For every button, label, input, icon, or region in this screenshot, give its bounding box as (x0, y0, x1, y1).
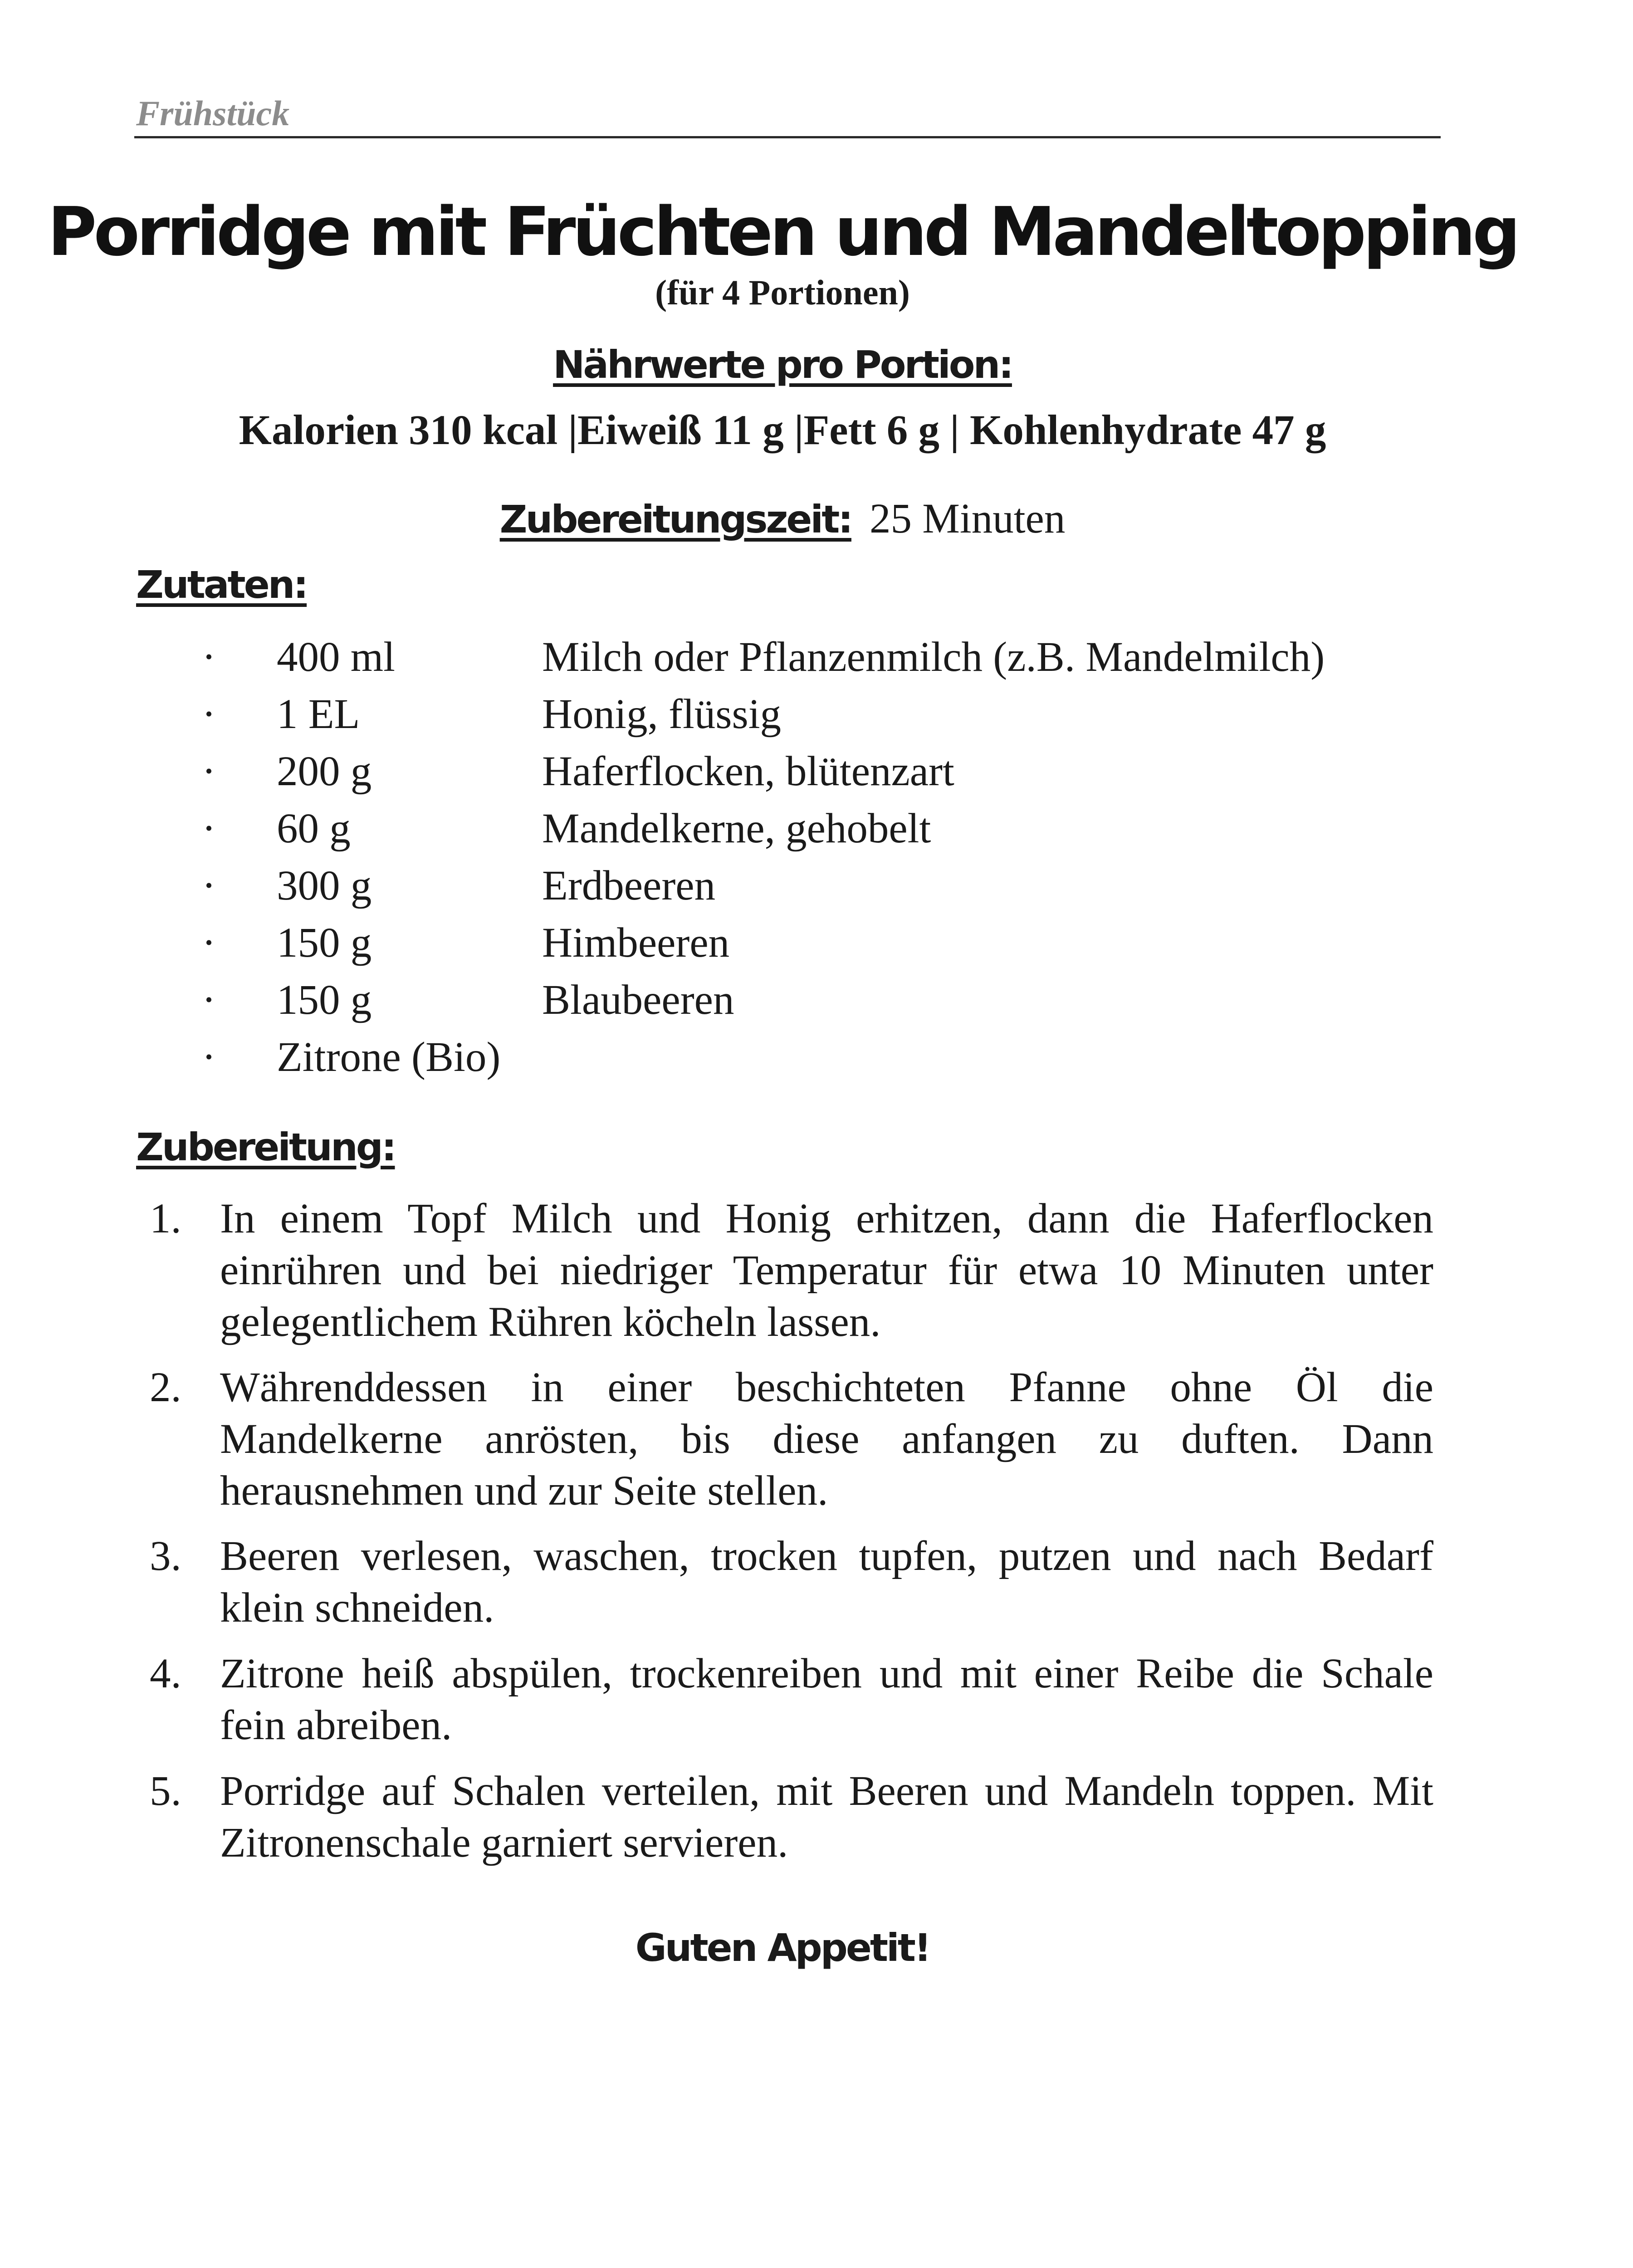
ingredient-name: Erdbeeren (542, 862, 716, 909)
ingredient-row (0, 633, 1633, 687)
step-item (150, 1765, 1433, 1869)
bullet: · (202, 977, 216, 1023)
bullet: · (202, 748, 216, 795)
ingredient-amount: 150 g (277, 919, 372, 966)
step-item (150, 1362, 1433, 1517)
step-text: Beeren verlesen, waschen, trocken tupfen, putzen und nach Bedarf klein schneiden. (220, 1533, 1433, 1631)
step-item (150, 1530, 1433, 1634)
bullet: · (202, 1034, 216, 1080)
running-header: Frühstück (136, 93, 290, 133)
step-text: In einem Topf Milch und Honig erhitzen, dann die Haferflocken einrühren und bei niedriger Temperatur für etwa 10 Minuten unter gelegentlichem Rühren köcheln lassen. (220, 1195, 1433, 1345)
ingredient-amount: Zitrone (Bio) (277, 1034, 501, 1080)
ingredients-heading: Zutaten: (136, 562, 307, 607)
step-item (150, 1648, 1433, 1751)
ingredient-name: Blaubeeren (542, 977, 734, 1023)
ingredient-amount: 400 ml (277, 634, 395, 680)
ingredient-amount: 1 EL (277, 691, 360, 738)
ingredient-name: Milch oder Pflanzenmilch (z.B. Mandelmilch) (542, 634, 1325, 680)
ingredient-name: Mandelkerne, gehobelt (542, 805, 931, 852)
closing-line: Guten Appetit! (635, 1926, 930, 1970)
servings-note: (für 4 Portionen) (655, 273, 910, 312)
prep-time-label: Zubereitungszeit: (499, 497, 851, 542)
nutrition-values: Kalorien 310 kcal |Eiweiß 11 g |Fett 6 g | Kohlenhydrate 47 g (239, 407, 1326, 454)
ingredient-row (0, 690, 1633, 744)
step-number: 2. (150, 1364, 181, 1411)
step-item (150, 1193, 1433, 1348)
ingredient-amount: 300 g (277, 862, 372, 909)
recipe-title: Porridge mit Früchten und Mandeltopping (47, 193, 1518, 271)
nutrition-heading: Nährwerte pro Portion: (553, 342, 1012, 387)
step-text: Porridge auf Schalen verteilen, mit Beeren und Mandeln toppen. Mit Zitronenschale garniert servieren. (220, 1768, 1433, 1866)
header-rule (134, 136, 1441, 138)
bullet: · (202, 862, 216, 909)
step-number: 1. (150, 1195, 181, 1242)
ingredient-row (0, 1033, 1633, 1087)
step-number: 4. (150, 1650, 181, 1697)
ingredient-name: Haferflocken, blütenzart (542, 748, 954, 795)
bullet: · (202, 919, 216, 966)
ingredient-row (0, 747, 1633, 802)
bullet: · (202, 805, 216, 852)
ingredient-amount: 200 g (277, 748, 372, 795)
ingredient-amount: 150 g (277, 977, 372, 1023)
ingredient-name: Honig, flüssig (542, 691, 782, 738)
prep-time (0, 494, 1565, 543)
prep-time-value: 25 Minuten (869, 495, 1066, 542)
ingredient-row (0, 804, 1633, 859)
step-number: 3. (150, 1533, 181, 1579)
ingredient-row (0, 861, 1633, 916)
step-number: 5. (150, 1768, 181, 1814)
bullet: · (202, 691, 216, 738)
ingredient-amount: 60 g (277, 805, 351, 852)
steps-heading: Zubereitung: (136, 1125, 395, 1169)
ingredient-row (0, 919, 1633, 973)
ingredient-name: Himbeeren (542, 919, 730, 966)
step-text: Zitrone heiß abspülen, trockenreiben und mit einer Reibe die Schale fein abreiben. (220, 1650, 1433, 1749)
ingredient-row (0, 976, 1633, 1030)
bullet: · (202, 634, 216, 680)
step-text: Währenddessen in einer beschichteten Pfanne ohne Öl die Mandelkerne anrösten, bis diese anfangen zu duften. Dann herausnehmen und zur Seite stellen. (220, 1364, 1433, 1514)
